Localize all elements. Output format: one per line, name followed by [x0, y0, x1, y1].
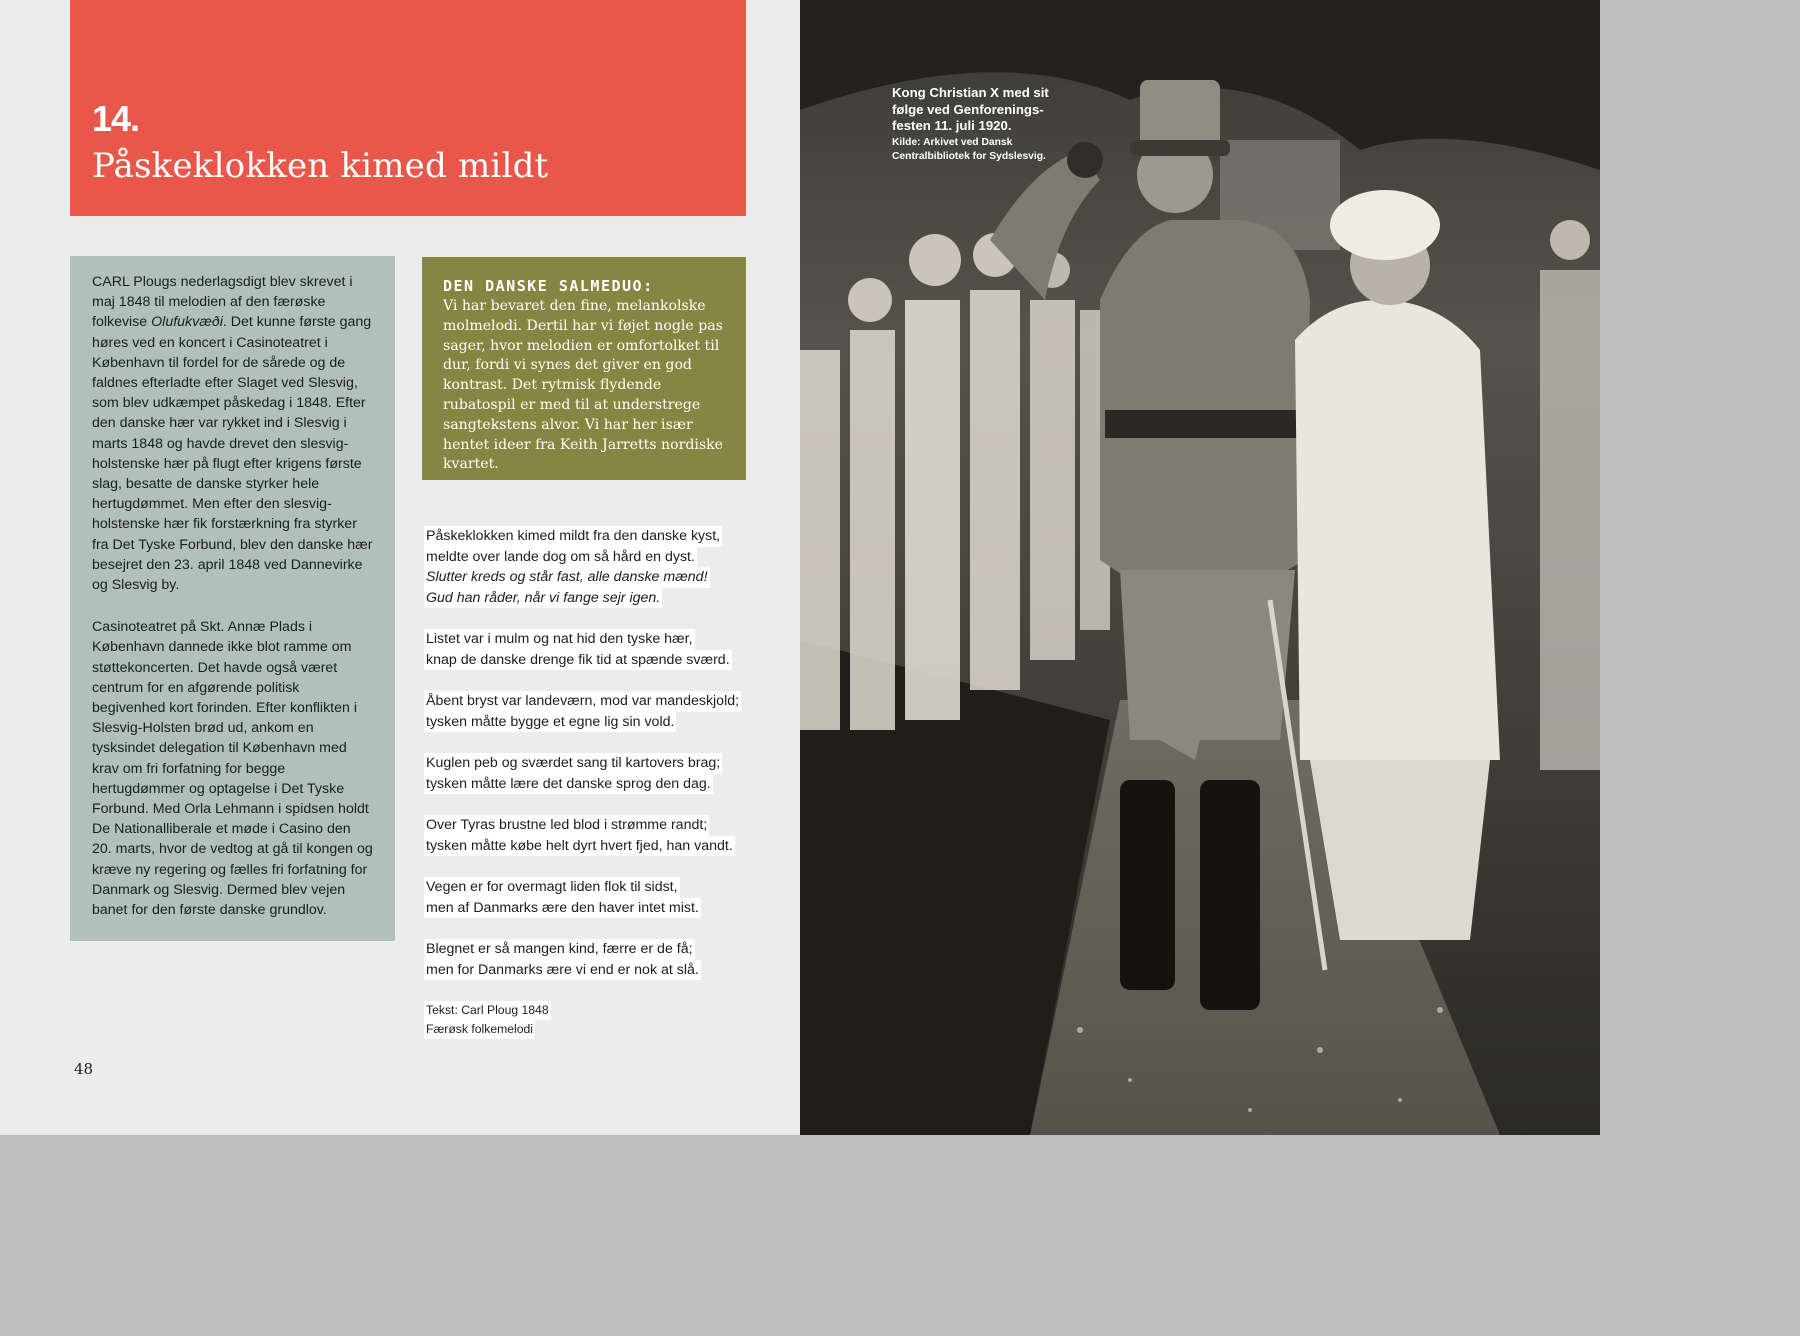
lyrics-credit: Tekst: Carl Ploug 1848: [424, 1001, 551, 1020]
melody-credit: Færøsk folkemelodi: [424, 1020, 535, 1039]
left-page: [0, 0, 800, 1135]
lyric-line: Åbent bryst var landeværn, mod var mandeskjold;: [424, 691, 741, 712]
stanza-4: [424, 753, 754, 794]
stanza-5: [424, 815, 754, 856]
stanza-3: [424, 691, 754, 732]
lyric-line: meldte over lande dog om så hård en dyst.: [424, 547, 697, 568]
chapter-title: Påskeklokken kimed mildt: [92, 146, 549, 186]
lyric-line: tysken måtte lære det danske sprog den dag.: [424, 774, 713, 795]
stanza-2: [424, 629, 754, 670]
chapter-number: 14.: [92, 98, 140, 139]
lyric-line: Listet var i mulm og nat hid den tyske hær,: [424, 629, 695, 650]
song-credits: [424, 1001, 754, 1039]
chapter-title-block: [70, 0, 746, 216]
salmeduo-body: Vi har bevaret den fine, melankolske molmelodi. Dertil har vi føjet nogle pas sager, hvor melodien er omfortolket til dur, fordi vi synes det giver en god kontrast. Det rytmisk flydende rubatospil er med til at understrege sangtekstens alvor. Vi har her især hentet ideer fra Keith Jarretts nordiske kvartet.: [443, 298, 723, 473]
lyric-line: tysken måtte bygge et egne lig sin vold.: [424, 712, 676, 733]
caption-source: Kilde: Arkivet ved Dansk Centralbibliotek for Sydslesvig.: [892, 136, 1046, 162]
stanza-6: [424, 877, 754, 918]
salmeduo-box: [422, 257, 746, 480]
lyric-line: Slutter kreds og står fast, alle danske mænd!: [424, 567, 710, 588]
historical-photo: [800, 0, 1600, 1135]
intro-paragraph-1: [92, 272, 373, 595]
right-page: [800, 0, 1600, 1135]
caption-text: Kong Christian X med sit følge ved Genforenings-festen 11. juli 1920.: [892, 85, 1049, 133]
intro-p1-italic: Olufukvæði: [151, 314, 223, 331]
intro-text-box: [70, 256, 395, 941]
lyric-line: Blegnet er så mangen kind, færre er de få;: [424, 939, 695, 960]
intro-p1-text-cont: . Det kunne første gang høres ved en koncert i Casinoteatret i København til fordel for de sårede og de faldnes efterladte efter Slaget ved Slesvig, som blev udkæmpet påskedag i 1848. Efter den danske hær var rykket ind i Slesvig i marts 1848 og havde drevet den slesvig-holstenske hær på flugt efter krigens første slag, besatte de danske styrker hele hertugdømmet. Men efter den slesvig-holstenske hær fik forstærkning fra styrker fra Det Tyske Forbund, blev den danske hær besejret den 23. april 1848 ved Dannevirke og Slesvig by.: [92, 314, 373, 594]
intro-p1-text: CARL Plougs nederlagsdigt blev skrevet i maj 1848 til melodien af den færøske folkevise: [92, 274, 353, 331]
photo-caption: [892, 85, 1062, 164]
lyric-line: Kuglen peb og sværdet sang til kartovers brag;: [424, 753, 722, 774]
salmeduo-heading: DEN DANSKE SALMEDUO:: [443, 277, 654, 295]
crowd-right: [1540, 220, 1600, 770]
lyric-line: tysken måtte købe helt dyrt hvert fjed, han vandt.: [424, 836, 735, 857]
lyric-line: Vegen er for overmagt liden flok til sidst,: [424, 877, 680, 898]
lyric-line: men for Danmarks ære vi end er nok at slå.: [424, 960, 701, 981]
lyric-line: Over Tyras brustne led blod i strømme randt;: [424, 815, 709, 836]
page-number: 48: [74, 1060, 94, 1078]
lyric-line: Gud han råder, når vi fange sejr igen.: [424, 588, 662, 609]
lyric-line: knap de danske drenge fik tid at spænde sværd.: [424, 650, 732, 671]
lyric-line: Påskeklokken kimed mildt fra den danske kyst,: [424, 526, 722, 547]
lyric-line: men af Danmarks ære den haver intet mist.: [424, 898, 701, 919]
song-lyrics: [424, 526, 754, 1039]
intro-paragraph-2: Casinoteatret på Skt. Annæ Plads i København dannede ikke blot ramme om støttekoncerten. Det havde også været centrum for en afgørende politisk begivenhed kort forinden. Efter konflikten i Slesvig-Holsten brød ud, ankom en tysksindet delegation til København med krav om fri forfatning for begge hertugdømmer og optagelse i Det Tyske Forbund. Med Orla Lehmann i spidsen holdt De Nationalliberale et møde i Casino den 20. marts, hvor de vedtog at gå til kongen og kræve ny regering og fælles fri forfatning for Danmark og Slesvig. Dermed blev vejen banet for den første danske grundlov.: [92, 619, 373, 919]
stanza-7: [424, 939, 754, 980]
stanza-1: [424, 526, 754, 608]
